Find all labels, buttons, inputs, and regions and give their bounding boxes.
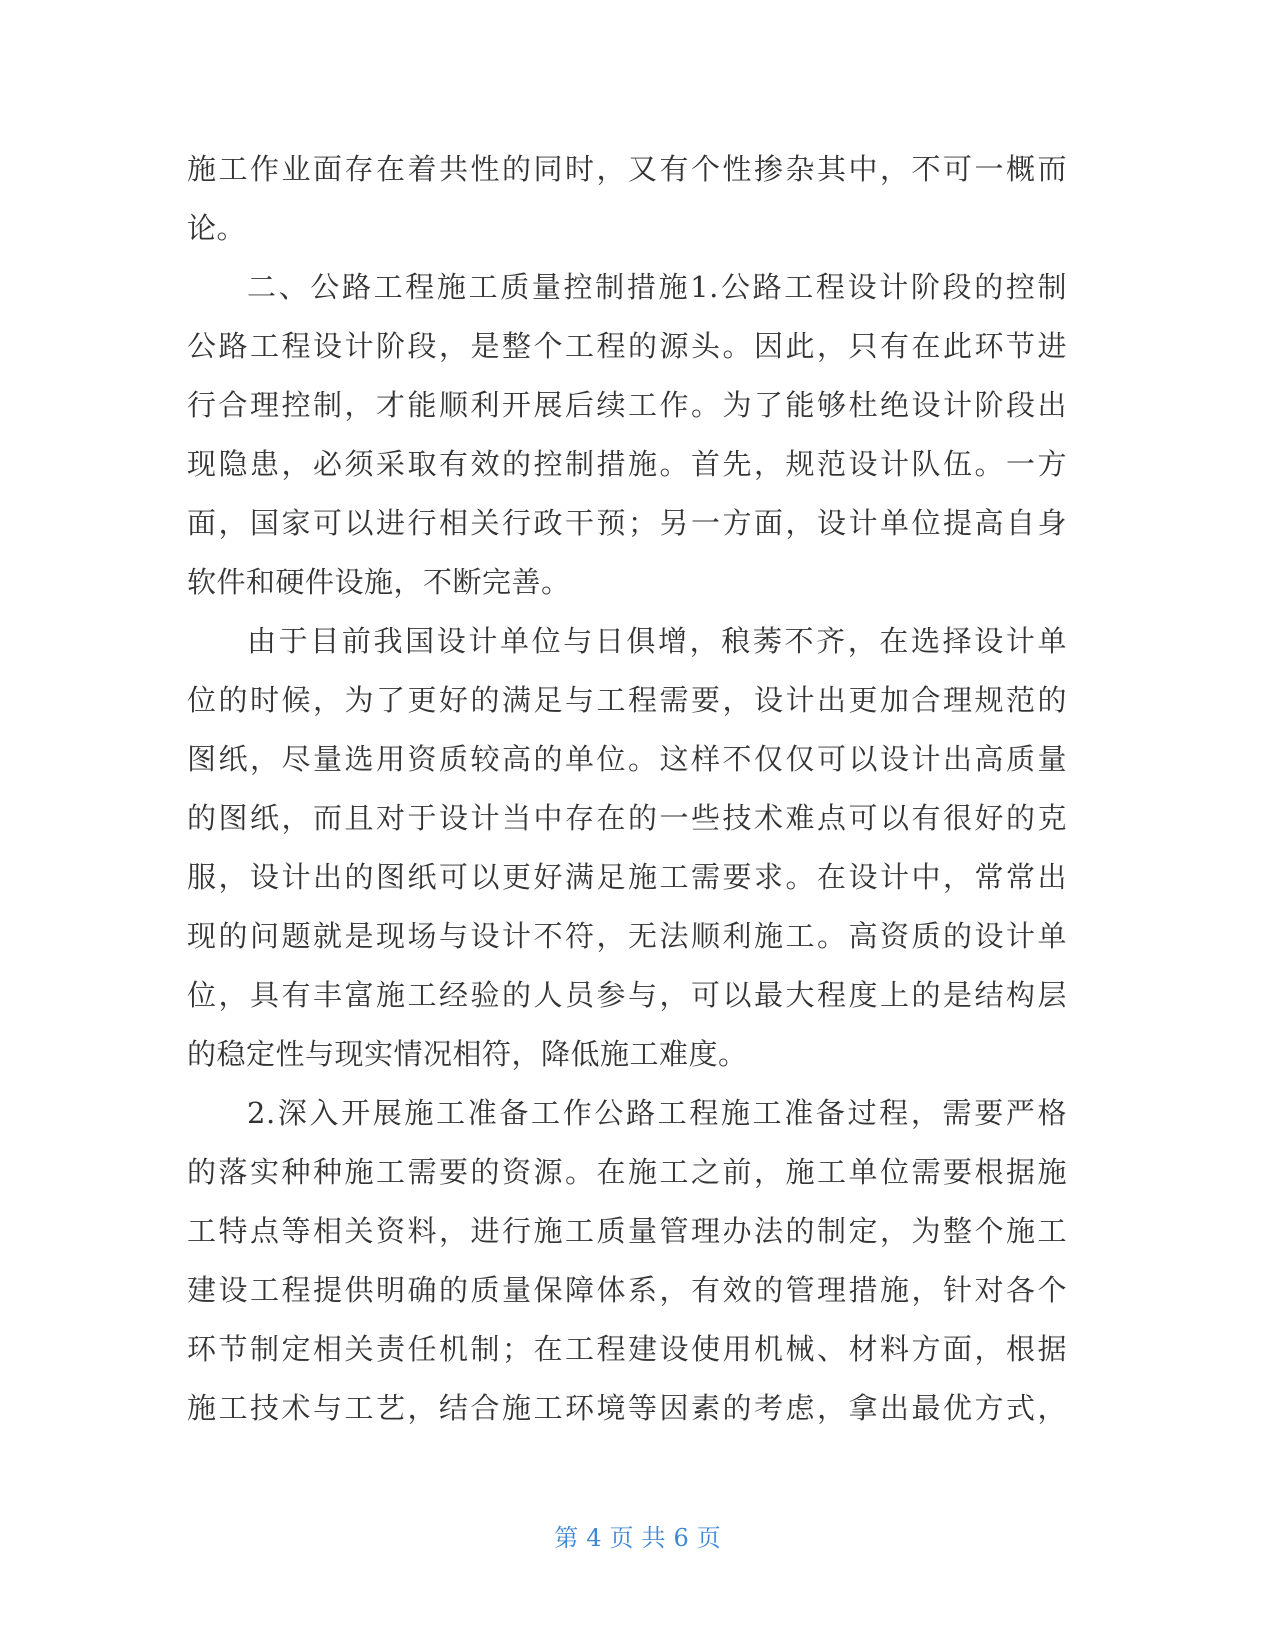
page-footer [0,1518,1275,1553]
text-line: 的落实种种施工需要的资源。在施工之前，施工单位需要根据施 [187,1155,1067,1189]
text-line: 服，设计出的图纸可以更好满足施工需要求。在设计中，常常出 [187,860,1067,894]
text-line: 位的时候，为了更好的满足与工程需要，设计出更加合理规范的 [187,683,1067,717]
text-line: 位，具有丰富施工经验的人员参与，可以最大程度上的是结构层 [187,978,1067,1012]
footer-total-suffix: 页 [696,1524,721,1552]
text-line: 工特点等相关资料，进行施工质量管理办法的制定，为整个施工 [187,1214,1067,1248]
text-line: 行合理控制，才能顺利开展后续工作。为了能够杜绝设计阶段出 [187,388,1067,422]
text-line: 面，国家可以进行相关行政干预；另一方面，设计单位提高自身 [187,506,1067,540]
paragraph [187,612,1067,1084]
paragraph [187,1084,1067,1438]
text-line: 二、公路工程施工质量控制措施1.公路工程设计阶段的控制 [247,270,1067,304]
text-line: 施工技术与工艺，结合施工环境等因素的考虑，拿出最优方式， [187,1391,1067,1425]
text-line: 软件和硬件设施，不断完善。 [187,565,571,599]
text-line: 环节制定相关责任机制；在工程建设使用机械、材料方面，根据 [187,1332,1067,1366]
text-line: 施工作业面存在着共性的同时，又有个性掺杂其中，不可一概而 [187,152,1067,186]
document-body [187,140,1067,1438]
text-line: 建设工程提供明确的质量保障体系，有效的管理措施，针对各个 [187,1273,1067,1307]
text-line: 现隐患，必须采取有效的控制措施。首先，规范设计队伍。一方 [187,447,1067,481]
paragraph [187,140,1067,258]
footer-prefix: 第 [554,1524,579,1552]
text-line: 现的问题就是现场与设计不符，无法顺利施工。高资质的设计单 [187,919,1067,953]
footer-page-word: 页 [609,1524,634,1552]
text-line: 图纸，尽量选用资质较高的单位。这样不仅仅可以设计出高质量 [187,742,1067,776]
text-line: 公路工程设计阶段，是整个工程的源头。因此，只有在此环节进 [187,329,1067,363]
text-line: 2.深入开展施工准备工作公路工程施工准备过程，需要严格 [247,1096,1067,1130]
total-page-number: 6 [673,1524,689,1552]
text-line: 由于目前我国设计单位与日俱增，稂莠不齐，在选择设计单 [247,624,1067,658]
text-line: 论。 [187,211,247,245]
footer-total-prefix: 共 [641,1524,666,1552]
text-line: 的图纸，而且对于设计当中存在的一些技术难点可以有很好的克 [187,801,1067,835]
text-line: 的稳定性与现实情况相符，降低施工难度。 [187,1037,748,1071]
paragraph [187,258,1067,612]
current-page-number: 4 [586,1524,602,1552]
